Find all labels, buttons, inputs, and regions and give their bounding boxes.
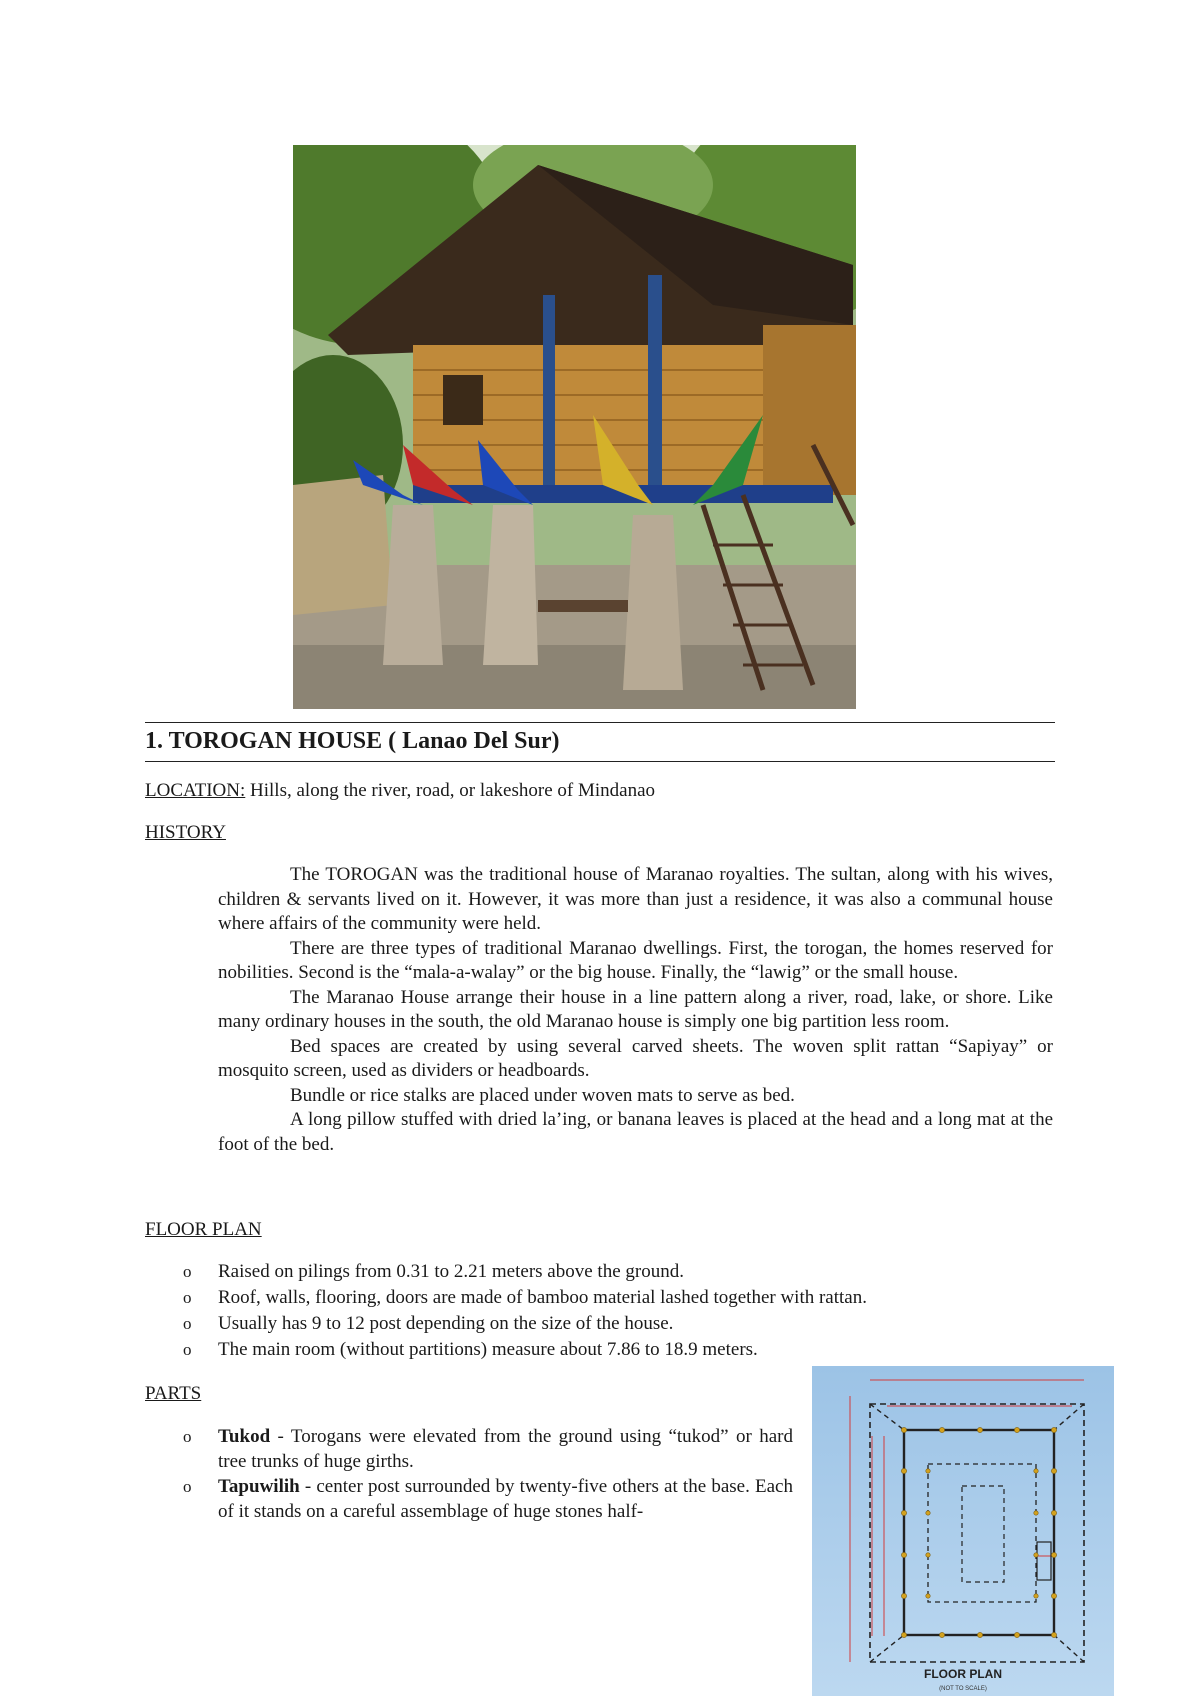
floor-plan-heading: FLOOR PLAN (145, 1219, 262, 1240)
parts-list (145, 1424, 793, 1524)
floor-plan-image-sublabel: (NOT TO SCALE) (939, 1686, 987, 1692)
bullet: o (183, 1314, 192, 1333)
bullet: o (183, 1427, 192, 1446)
list-item (145, 1311, 867, 1337)
list-item-text: Usually has 9 to 12 post depending on the size of the house. (218, 1313, 674, 1334)
page-title: 1. TOROGAN HOUSE ( Lanao Del Sur) (145, 728, 560, 754)
part-description: - center post surrounded by twenty-five others at the base. Each of it stands on a careful assemblage of huge stones half- (218, 1476, 793, 1522)
history-paragraph: There are three types of traditional Maranao dwellings. First, the torogan, the homes reserved for nobilities. Second is the “mala-a-walay” or the big house. Finally, the “lawig” or the small house. (218, 937, 1053, 983)
history-body (218, 863, 1053, 1157)
list-item (145, 1424, 793, 1474)
title-bottom-rule (145, 761, 1055, 762)
history-paragraph: The Maranao House arrange their house in a line pattern along a river, road, lake, or shore. Like many ordinary houses in the south, the old Maranao house is simply one big partition less room. (218, 986, 1053, 1032)
location-line (145, 780, 655, 802)
bullet: o (183, 1340, 192, 1359)
title-top-rule (145, 722, 1055, 723)
history-paragraph: A long pillow stuffed with dried la’ing, or banana leaves is placed at the head and a long mat at the foot of the bed. (218, 1109, 1053, 1155)
torogan-house-photo (293, 145, 856, 709)
location-value: Hills, along the river, road, or lakeshore of Mindanao (250, 780, 656, 801)
bullet: o (183, 1477, 192, 1496)
history-heading: HISTORY (145, 822, 226, 843)
parts-heading: PARTS (145, 1383, 202, 1404)
bullet: o (183, 1288, 192, 1307)
part-term: Tukod (218, 1426, 271, 1447)
floor-plan-list (145, 1259, 867, 1363)
list-item-text: The main room (without partitions) measure about 7.86 to 18.9 meters. (218, 1339, 758, 1360)
list-item-text: Roof, walls, flooring, doors are made of bamboo material lashed together with rattan. (218, 1287, 867, 1308)
list-item (145, 1259, 867, 1285)
list-item (145, 1285, 867, 1311)
history-paragraph: The TOROGAN was the traditional house of Maranao royalties. The sultan, along with his wives, children & servants lived on it. However, it was more than just a residence, it was also a communal house where affairs of the community were held. (218, 864, 1053, 934)
part-term: Tapuwilih (218, 1476, 300, 1497)
floor-plan-image (812, 1366, 1114, 1696)
part-description: - Torogans were elevated from the ground using “tukod” or hard tree trunks of huge girths. (218, 1426, 793, 1472)
list-item (145, 1337, 867, 1363)
list-item-text: Raised on pilings from 0.31 to 2.21 meters above the ground. (218, 1261, 684, 1282)
list-item (145, 1474, 793, 1524)
floor-plan-image-label: FLOOR PLAN (924, 1667, 1002, 1681)
history-paragraph: Bed spaces are created by using several carved sheets. The woven split rattan “Sapiyay” or mosquito screen, used as dividers or headboards. (218, 1035, 1053, 1081)
history-paragraph: Bundle or rice stalks are placed under woven mats to serve as bed. (290, 1084, 795, 1106)
bullet: o (183, 1262, 192, 1281)
location-label: LOCATION: (145, 780, 246, 801)
